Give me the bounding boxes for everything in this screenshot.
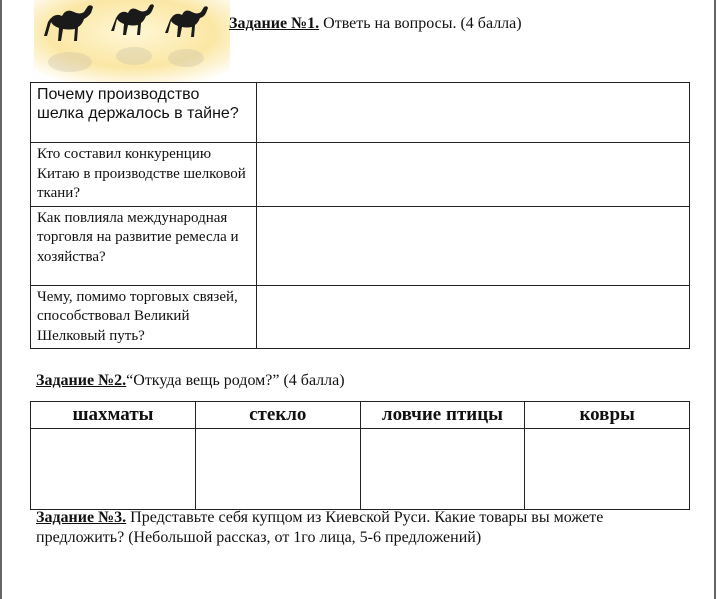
question-cell: Чему, помимо торговых связей, способствовал Великий Шелковый путь? xyxy=(31,285,257,349)
task2-heading xyxy=(36,372,345,390)
table-row xyxy=(31,206,690,285)
answer-cell[interactable] xyxy=(195,429,360,510)
items-origin-table xyxy=(30,401,690,510)
question-cell: Почему производство шелка держалось в тайне? xyxy=(31,83,257,143)
answer-cell[interactable] xyxy=(31,429,196,510)
question-cell: Кто составил конкуренцию Китаю в производстве шелковой ткани? xyxy=(31,143,257,207)
table-row xyxy=(31,83,690,143)
column-header-glass: стекло xyxy=(195,402,360,429)
task2-instruction: “Откуда вещь родом?” (4 балла) xyxy=(126,372,345,389)
table-row xyxy=(31,429,690,510)
question-cell: Как повлияла международная торговля на развитие ремесла и хозяйства? xyxy=(31,206,257,285)
task2-label: Задание №2. xyxy=(36,372,127,389)
task1-heading xyxy=(229,15,522,33)
task3-label: Задание №3. xyxy=(36,509,127,526)
answer-cell[interactable] xyxy=(256,83,690,143)
table-row xyxy=(31,285,690,349)
answer-cell[interactable] xyxy=(256,143,690,207)
questions-table xyxy=(30,82,690,349)
table-header-row xyxy=(31,402,690,429)
answer-cell[interactable] xyxy=(360,429,525,510)
task3-block xyxy=(36,508,686,548)
answer-cell[interactable] xyxy=(525,429,690,510)
task1-instruction: Ответь на вопросы. (4 балла) xyxy=(319,15,522,32)
task3-instruction: Представьте себя купцом из Киевской Руси. Какие товары вы можете предложить? (Небольшой рассказ, от 1го лица, 5-6 предложений) xyxy=(36,509,604,546)
column-header-carpets: ковры xyxy=(525,402,690,429)
column-header-chess: шахматы xyxy=(31,402,196,429)
camel-caravan-illustration xyxy=(34,0,230,82)
answer-cell[interactable] xyxy=(256,206,690,285)
column-header-falcons: ловчие птицы xyxy=(360,402,525,429)
answer-cell[interactable] xyxy=(256,285,690,349)
table-row xyxy=(31,143,690,207)
task1-label: Задание №1. xyxy=(229,15,320,32)
